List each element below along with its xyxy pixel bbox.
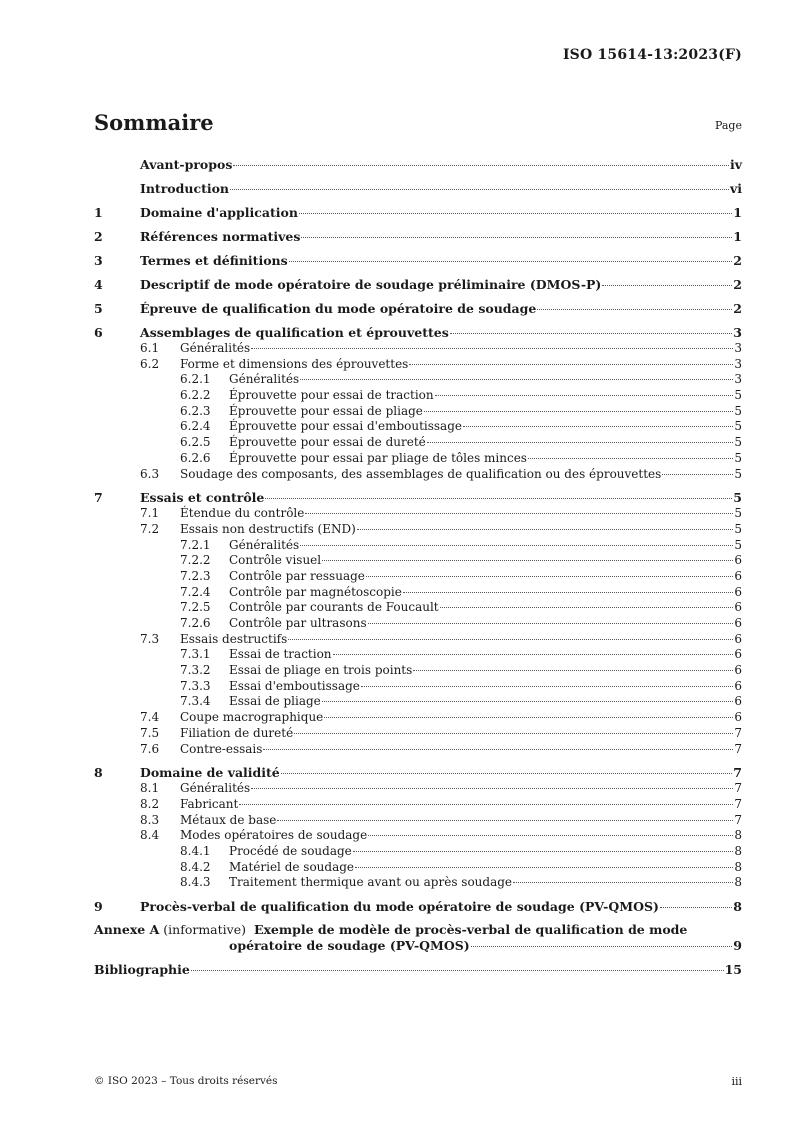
dot-leader [602,285,732,286]
toc-entry-title[interactable]: Essai de pliage en trois points [229,663,413,678]
toc-entry-number: 8.1 [140,781,160,796]
toc-entry-title[interactable]: Assemblages de qualification et éprouvettes [140,325,449,340]
toc-entry-page: 3 [733,325,742,340]
toc-entry-page: 9 [733,938,742,953]
dot-leader [357,529,734,530]
toc-entry-title[interactable]: Éprouvette pour essai de traction [229,388,434,403]
footer-page-number: iii [731,1075,742,1088]
toc-entry-page: 7 [734,741,742,756]
annex-title-line2[interactable]: opératoire de soudage (PV-QMOS) [229,938,470,953]
toc-entry[interactable] [94,663,742,679]
toc-entry-number: 7.2.6 [180,616,211,630]
dot-leader [333,654,734,655]
toc-entry-number: 6.2.4 [180,419,211,434]
toc-entry[interactable] [94,204,742,221]
toc-entry-number: 7.3.3 [180,678,211,693]
toc-entry-number: 8 [94,765,103,781]
toc-entry-number: 7.6 [140,741,160,756]
toc-entry-number: 6.2 [140,356,160,371]
dot-leader [413,670,733,671]
toc-entry-page: 3 [734,341,742,355]
toc-entry[interactable] [94,252,742,269]
toc-entry-page: 6 [734,694,742,709]
dot-leader [513,882,733,883]
dot-leader [435,395,734,396]
toc-entry-number: 8.3 [140,812,160,827]
dot-leader [322,701,734,702]
toc-entry-page: 6 [734,553,742,568]
dot-leader [300,379,733,380]
toc-entry-number: 7.4 [140,710,160,725]
toc-entry[interactable] [94,180,742,197]
dot-leader [324,717,733,718]
toc-entry-number: 7.2.2 [180,553,211,568]
dot-leader [251,348,733,349]
toc-entry[interactable] [94,522,742,538]
toc-entry-title[interactable]: Matériel de soudage [229,859,355,874]
toc-entry-title[interactable]: Filiation de dureté [180,725,294,740]
toc-entry[interactable] [94,276,742,293]
dot-leader [305,513,733,514]
toc-entry-title[interactable]: Domaine d'application [140,205,298,220]
toc-entry-title[interactable]: Essais et contrôle [140,490,265,506]
toc-entry-number: 6.2.5 [180,435,211,450]
toc-entry-number: 7.3.4 [180,694,211,709]
dot-leader [471,946,733,947]
toc-entry-annex-a[interactable] [94,922,742,954]
toc-entry-number: 4 [94,277,103,292]
toc-entry-number: 7.3.1 [180,647,211,662]
toc-entry-page: 5 [734,388,742,403]
toc-entry[interactable] [94,726,742,742]
toc-entry-title[interactable]: Contre-essais [180,741,263,756]
toc-entry-title[interactable]: Forme et dimensions des éprouvettes [180,356,409,371]
toc-entry[interactable] [94,341,742,357]
toc-entry-page: 7 [733,765,742,781]
toc-entry-number: 7.2.4 [180,584,211,599]
dot-leader [233,165,729,166]
annex-title-line1[interactable]: Exemple de modèle de procès-verbal de qualification de mode [253,922,688,937]
dot-leader [281,773,733,774]
toc-entry-title[interactable]: Soudage des composants, des assemblages de qualification ou des éprouvettes [180,466,662,481]
toc-entry[interactable] [94,357,742,373]
toc-entry[interactable] [94,828,742,844]
toc-entry-page: 6 [734,616,742,630]
toc-entry-page: 1 [733,205,742,220]
dot-leader [322,560,733,561]
dot-leader [239,804,733,805]
toc-entry[interactable] [94,388,742,404]
dot-leader [251,788,733,789]
dot-leader [277,820,733,821]
dot-leader [361,686,733,687]
toc-entry-number: 7.3 [140,631,160,646]
toc-entry-number: 6.1 [140,341,160,355]
toc-entry[interactable] [94,860,742,876]
toc-entry[interactable] [94,372,742,388]
dot-leader [289,261,733,262]
dot-leader [409,364,733,365]
toc-entry-page: 8 [734,859,742,874]
toc-entry[interactable] [94,616,742,632]
dot-leader [353,851,734,852]
toc-entry[interactable] [94,553,742,569]
toc-entry-number: 6 [94,325,103,340]
toc-entry-title[interactable]: Généralités [229,537,300,552]
toc-entry[interactable] [94,538,742,554]
toc-entry[interactable] [94,451,742,467]
toc-entry-number: 8.2 [140,796,160,811]
toc-entry[interactable] [94,764,742,781]
toc-entry-title[interactable]: Généralités [180,781,251,796]
toc-entry-number: 6.2.1 [180,372,211,387]
toc-entry[interactable] [94,797,742,813]
toc-entry-title[interactable]: Domaine de validité [140,765,280,781]
dot-leader [366,576,733,577]
toc-entry-title[interactable]: Avant-propos [140,157,233,172]
footer-copyright: © ISO 2023 – Tous droits réservés [94,1075,278,1087]
toc-entry-page: 5 [734,466,742,481]
toc-entry-title[interactable]: Introduction [140,181,230,196]
toc-entry[interactable] [94,569,742,585]
toc-entry-title[interactable]: Éprouvette pour essai de pliage [229,403,423,418]
toc-entry-page: 5 [734,506,742,521]
toc-entry[interactable] [94,875,742,891]
toc-entry-page: 7 [734,812,742,827]
toc-entry-number: 8.4.3 [180,875,211,890]
toc-entry[interactable] [94,647,742,663]
dot-leader [263,749,733,750]
toc-entry[interactable] [94,156,742,173]
toc-entry[interactable] [94,694,742,710]
toc-entry-page: 6 [734,568,742,583]
toc-entry-title[interactable]: Essai de traction [229,647,332,662]
toc-entry[interactable] [94,600,742,616]
toc-entry-page: 5 [734,419,742,434]
toc-entry-title[interactable]: Fabricant [180,796,239,811]
toc-entry-number: 7.5 [140,725,160,740]
toc-entry[interactable] [94,781,742,797]
toc-entry-page: 5 [734,403,742,418]
toc-entry-title[interactable]: Contrôle visuel [229,553,322,568]
toc-entry-title[interactable]: Épreuve de qualification du mode opératoire de soudage [140,301,537,316]
toc-entry-page: 5 [733,490,742,506]
toc-entry-number: 7.2.5 [180,600,211,615]
toc-entry-title[interactable]: Éprouvette pour essai par pliage de tôles minces [229,450,527,465]
toc-entry-page: 7 [734,725,742,740]
dot-leader [440,607,734,608]
toc-entry-page: iv [729,157,742,172]
toc-entry-page: 2 [733,301,742,316]
toc-entry-number: 1 [94,205,103,220]
toc-entry-page: 6 [734,600,742,615]
toc-entry-number: 6.2.2 [180,388,211,403]
toc-entry-number: 7.2.1 [180,537,211,552]
toc-entry[interactable] [94,585,742,601]
toc-entry-number: 9 [94,899,103,914]
toc-entry-title[interactable]: Essais destructifs [180,631,288,646]
toc-entry-page: 6 [734,631,742,646]
toc-entry-number: 8.4.2 [180,859,211,874]
toc-entry-number: 7.2 [140,521,160,536]
dot-leader [301,237,732,238]
toc-entry-page: 8 [734,843,742,858]
toc-entry-title[interactable]: Descriptif de mode opératoire de soudage préliminaire (DMOS-P) [140,277,602,292]
dot-leader [528,458,733,459]
toc-entry-number: 6.3 [140,466,160,481]
toc-entry-page: 2 [733,277,742,292]
toc-entry-page: 2 [733,253,742,268]
toc-entry-title[interactable]: Essai de pliage [229,694,321,709]
toc-entry-number: 3 [94,253,103,268]
toc-entry[interactable] [94,844,742,860]
toc-entry-number: 5 [94,301,103,316]
toc-entry[interactable] [94,742,742,758]
toc-entry-title[interactable]: Éprouvette pour essai d'emboutissage [229,419,462,434]
dot-leader [450,333,733,334]
toc-entry-title[interactable]: Modes opératoires de soudage [180,828,368,843]
document-id: ISO 15614-13:2023(F) [562,47,742,63]
toc-entry[interactable] [94,228,742,245]
toc-entry-number: 6.2.3 [180,403,211,418]
toc-entry-page: 6 [734,647,742,662]
toc-entry-page: 8 [734,828,742,843]
toc-entry[interactable] [94,813,742,829]
toc-entry-page: 8 [733,899,742,914]
toc-entry-number: 7 [94,490,103,506]
toc-entry-number: 8.4 [140,828,160,843]
dot-leader [424,411,733,412]
toc-entry[interactable] [94,324,742,341]
page-column-label: Page [714,119,742,132]
dot-leader [368,835,733,836]
dot-leader [265,498,732,499]
toc-entry-page: 5 [734,450,742,465]
toc-entry-title[interactable]: Essai d'emboutissage [229,678,360,693]
dot-leader [660,907,732,908]
toc-entry-page: 6 [734,710,742,725]
toc-title: Sommaire [94,110,214,135]
toc-entry[interactable] [94,710,742,726]
toc-entry-title[interactable]: Traitement thermique avant ou après soudage [229,875,513,890]
dot-leader [403,592,733,593]
toc-entry-number: 6.2.6 [180,450,211,465]
dot-leader [537,309,732,310]
table-of-contents [94,156,742,978]
toc-entry-page: 3 [734,372,742,387]
toc-entry-title[interactable]: Procès-verbal de qualification du mode opératoire de soudage (PV-QMOS) [140,899,659,914]
toc-entry-title[interactable]: Contrôle par ressuage [229,568,365,583]
toc-entry-number: 2 [94,229,103,244]
toc-entry-page: 5 [734,537,742,552]
toc-entry-page: 6 [734,663,742,678]
dot-leader [662,474,733,475]
toc-entry-title[interactable]: Éprouvette pour essai de dureté [229,435,426,450]
dot-leader [368,623,734,624]
toc-entry[interactable] [94,489,742,506]
toc-entry[interactable] [94,404,742,420]
toc-entry-page: 15 [724,962,742,977]
toc-entry-number: 8.4.1 [180,843,211,858]
dot-leader [299,213,732,214]
toc-entry-title[interactable]: Essais non destructifs (END) [180,521,356,536]
toc-entry-title[interactable]: Bibliographie [94,962,190,977]
toc-entry[interactable] [94,467,742,483]
dot-leader [355,867,733,868]
toc-entry-number: 7.1 [140,506,160,521]
toc-entry-title[interactable]: Références normatives [140,229,301,244]
toc-entry-number: 7.3.2 [180,663,211,678]
toc-entry-page: 6 [734,678,742,693]
toc-entry-page: 6 [734,584,742,599]
toc-entry-title[interactable]: Contrôle par courants de Foucault [229,600,439,615]
dot-leader [463,426,733,427]
toc-entry-number: 7.2.3 [180,568,211,583]
toc-entry-title[interactable]: Généralités [229,372,300,387]
dot-leader [294,733,733,734]
dot-leader [288,639,733,640]
toc-entry-bibliography[interactable] [94,961,742,978]
toc-entry[interactable] [94,632,742,648]
dot-leader [230,189,729,190]
annex-info: (informative) [163,922,246,937]
toc-entry-page: 3 [734,356,742,371]
toc-entry[interactable] [94,679,742,695]
toc-entry-page: 5 [734,435,742,450]
toc-entry-title[interactable]: Contrôle par magnétoscopie [229,584,402,599]
toc-entry-page: 7 [734,796,742,811]
toc-entry[interactable] [94,506,742,522]
toc-entry-page: 7 [734,781,742,796]
toc-entry-page: 5 [734,521,742,536]
toc-entry-title[interactable]: Termes et définitions [140,253,288,268]
toc-entry[interactable] [94,898,742,915]
toc-entry-title[interactable]: Généralités [180,341,251,355]
toc-entry-title[interactable]: Procédé de soudage [229,843,352,858]
dot-leader [300,545,733,546]
toc-entry-title[interactable]: Métaux de base [180,812,277,827]
toc-entry[interactable] [94,435,742,451]
toc-entry-page: 8 [734,875,742,890]
toc-entry-page: vi [729,181,742,196]
toc-entry-title[interactable]: Coupe macrographique [180,710,324,725]
dot-leader [191,970,724,971]
annex-label: Annexe A [94,922,160,937]
dot-leader [427,442,734,443]
toc-entry-title[interactable]: Étendue du contrôle [180,506,305,521]
toc-entry-title[interactable]: Contrôle par ultrasons [229,616,367,630]
toc-entry[interactable] [94,419,742,435]
toc-entry[interactable] [94,300,742,317]
toc-entry-page: 1 [733,229,742,244]
